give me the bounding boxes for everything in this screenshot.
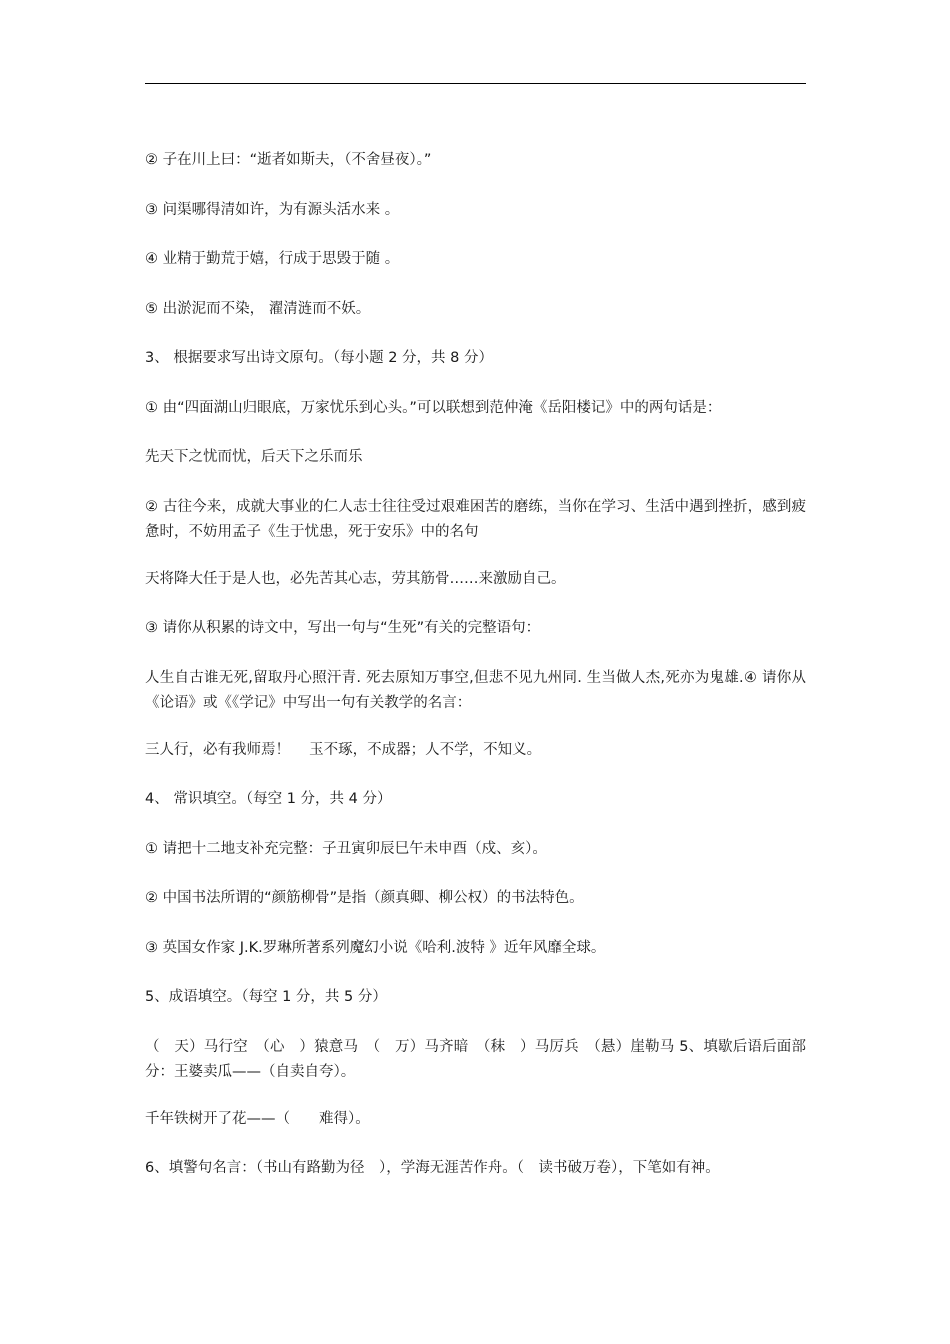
question-5-heading: 5、成语填空。（每空 1 分，共 5 分）	[145, 989, 387, 1005]
question-4-3: ③ 英国女作家 J.K.罗琳所著系列魔幻小说《哈利.波特 》近年风靡全球。	[145, 939, 606, 956]
question-4-heading: 4、 常识填空。（每空 1 分，共 4 分）	[145, 791, 392, 807]
question-3-heading: 3、 根据要求写出诗文原句。（每小题 2 分，共 8 分）	[145, 350, 493, 366]
question-5-xiehouyu: 千年铁树开了花——（ 难得）。	[145, 1110, 370, 1127]
question-6-quotes: 6、填警句名言：（书山有路勤为径 ），学海无涯苦作舟。（ 读书破万卷），下笔如有神。	[145, 1160, 720, 1176]
question-3-2-prompt: ② 古往今来，成就大事业的仁人志士往往受过艰难困苦的磨练，当你在学习、生活中遇到挫折，感到疲惫时，不妨用孟子《生于忧患，死于安乐》中的名句	[145, 498, 806, 540]
question-3-4-answer: 三人行，必有我师焉！ 玉不琢，不成器；人不学，不知义。	[145, 741, 542, 758]
question-3-1-prompt: ① 由“四面湖山归眼底，万家忧乐到心头。”可以联想到范仲淹《岳阳楼记》中的两句话是：	[145, 399, 722, 416]
question-5-idioms: （ 天）马行空 （心 ）猿意马 （ 万）马齐暗 （秣 ）马厉兵 （悬）崖勒马 5、填歇后语后面部分：王婆卖瓜——（自卖自夸）。	[145, 1038, 806, 1080]
question-3-2-answer: 天将降大任于是人也，必先苦其心志，劳其筋骨……来激励自己。	[145, 570, 566, 587]
document-body	[145, 148, 806, 1206]
question-3-1-answer: 先天下之忧而忧，后天下之乐而乐	[145, 449, 363, 465]
answer-line-5: ⑤ 出淤泥而不染， 濯清涟而不妖。	[145, 300, 371, 317]
header-rule	[145, 83, 806, 84]
answer-line-4: ④ 业精于勤荒于嬉，行成于思毁于随 。	[145, 251, 400, 267]
question-3-3-prompt: ③ 请你从积累的诗文中，写出一句与“生死”有关的完整语句：	[145, 620, 541, 636]
question-4-1: ① 请把十二地支补充完整：子丑寅卯辰巳午未申酉（戍、亥）。	[145, 840, 547, 857]
answer-line-3: ③ 问渠哪得清如许，为有源头活水来 。	[145, 201, 400, 218]
question-3-3-answer: 人生自古谁无死,留取丹心照汗青. 死去原知万事空,但悲不见九州同. 生当做人杰,死亦为鬼雄.④ 请你从《论语》或《《学记》中写出一句有关教学的名言：	[145, 669, 806, 711]
answer-line-2: ② 子在川上曰：“逝者如斯夫，（不舍昼夜）。”	[145, 152, 432, 168]
question-4-2: ② 中国书法所谓的“颜筋柳骨”是指（颜真卿、柳公权）的书法特色。	[145, 890, 584, 906]
